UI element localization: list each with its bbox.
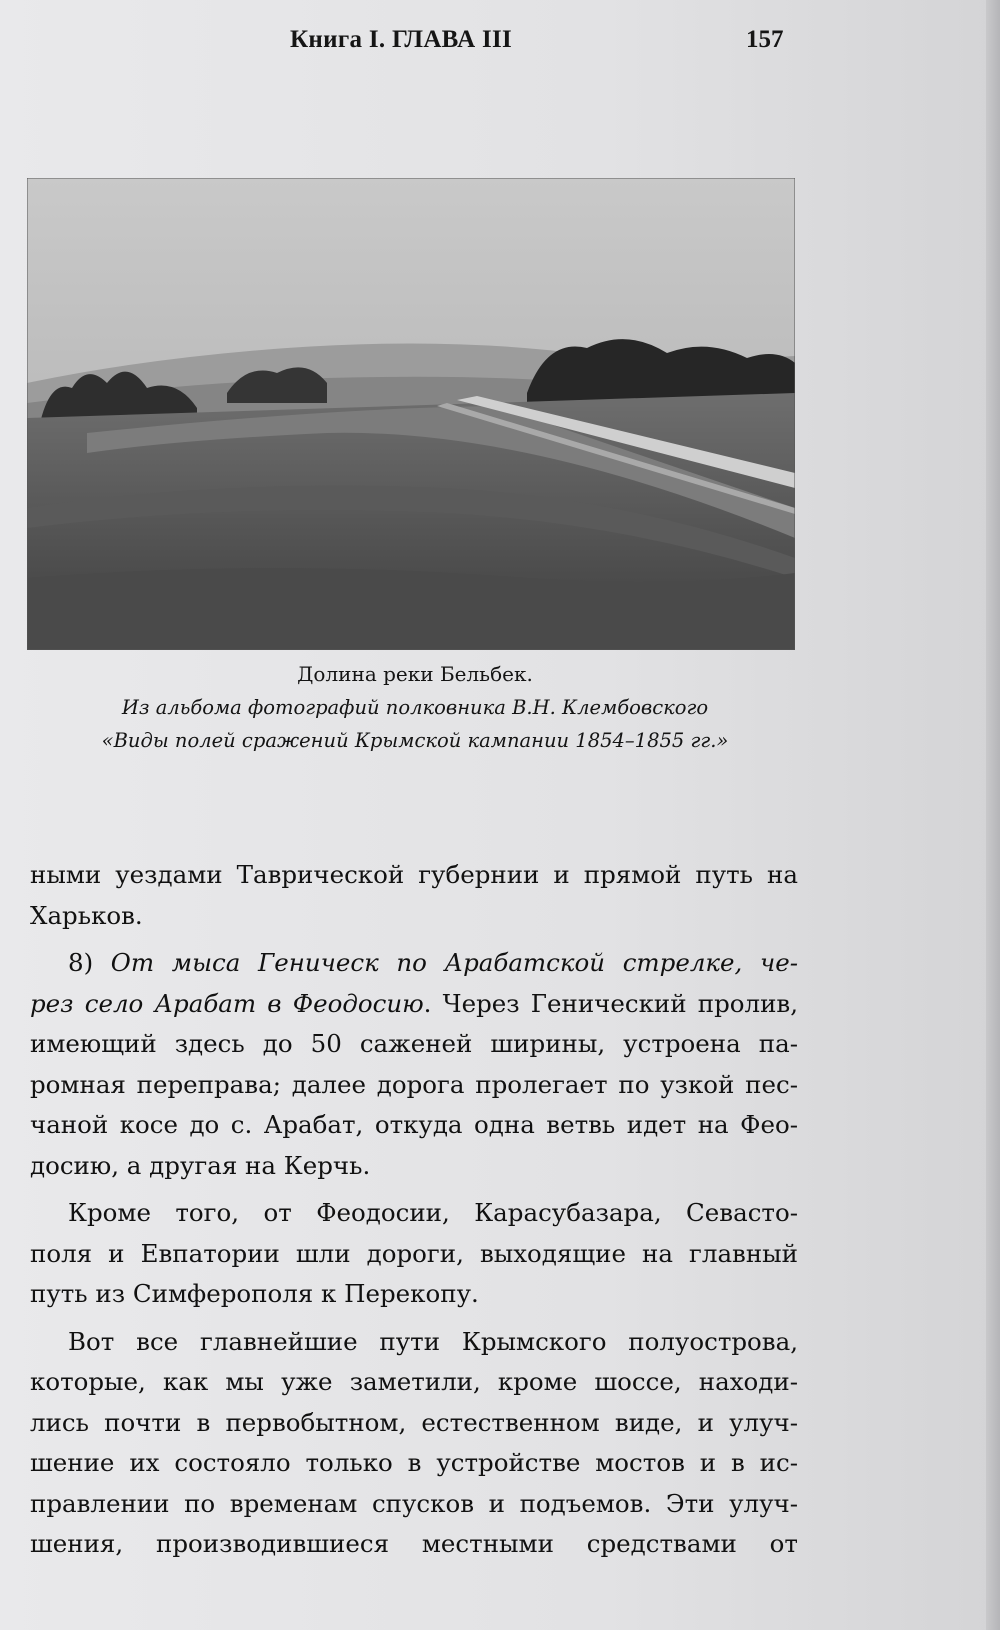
text-line: ромная переправа; далее дорога пролегает по узкой пес- bbox=[30, 1069, 798, 1099]
list-number: 8) bbox=[68, 948, 111, 977]
text-line: путь из Симферополя к Перекопу. bbox=[30, 1279, 479, 1308]
text-line: поля и Евпатории шли дороги, выходящие на главный bbox=[30, 1238, 798, 1268]
route-name: От мыса Геническ по Арабатской стрелке, че- bbox=[110, 948, 799, 977]
figure-photo bbox=[27, 178, 795, 650]
body-text bbox=[30, 855, 798, 1565]
text-line: Вот все главнейшие пути Крымского полуострова, bbox=[68, 1326, 798, 1356]
text-line: досию, а другая на Керчь. bbox=[30, 1150, 371, 1180]
page-header bbox=[0, 24, 1000, 64]
text-line: шения, производившиеся местными средствами от bbox=[30, 1529, 798, 1558]
page-edge bbox=[986, 0, 1000, 1630]
caption-title: Долина реки Бельбек. bbox=[297, 662, 533, 686]
text-line: которые, как мы уже заметили, кроме шоссе, находи- bbox=[30, 1367, 798, 1396]
text-fragment: . Через Генический пролив, bbox=[423, 988, 798, 1018]
text-line bbox=[30, 984, 798, 1025]
caption-source: Из альбома фотографий полковника В.Н. Клембовского bbox=[121, 696, 709, 719]
page-number: 157 bbox=[746, 26, 784, 53]
text-line bbox=[30, 943, 798, 984]
belbek-valley-photo bbox=[27, 178, 795, 650]
caption-album-title: «Виды полей сражений Крымской кампании 1854–1855 гг.» bbox=[101, 729, 729, 752]
text-line: правлении по временам спусков и подъемов. Эти улуч- bbox=[30, 1488, 798, 1518]
figure-caption bbox=[30, 658, 800, 757]
running-head: Книга I. ГЛАВА III bbox=[290, 26, 513, 53]
text-line: Харьков. bbox=[30, 900, 143, 930]
text-line: Кроме того, от Феодосии, Карасубазара, Севасто- bbox=[68, 1198, 798, 1227]
text-line: лись почти в первобытном, естественном виде, и улуч- bbox=[30, 1407, 798, 1437]
text-line: имеющий здесь до 50 саженей ширины, устроена па- bbox=[30, 1029, 798, 1058]
text-line: ными уездами Таврической губернии и прямой путь на bbox=[30, 860, 798, 889]
text-line: шение их состояло только в устройстве мостов и в ис- bbox=[30, 1448, 798, 1477]
route-name-cont: рез село Арабат в Феодосию bbox=[30, 988, 424, 1018]
text-line: чаной косе до с. Арабат, откуда одна ветвь идет на Фео- bbox=[30, 1110, 798, 1139]
